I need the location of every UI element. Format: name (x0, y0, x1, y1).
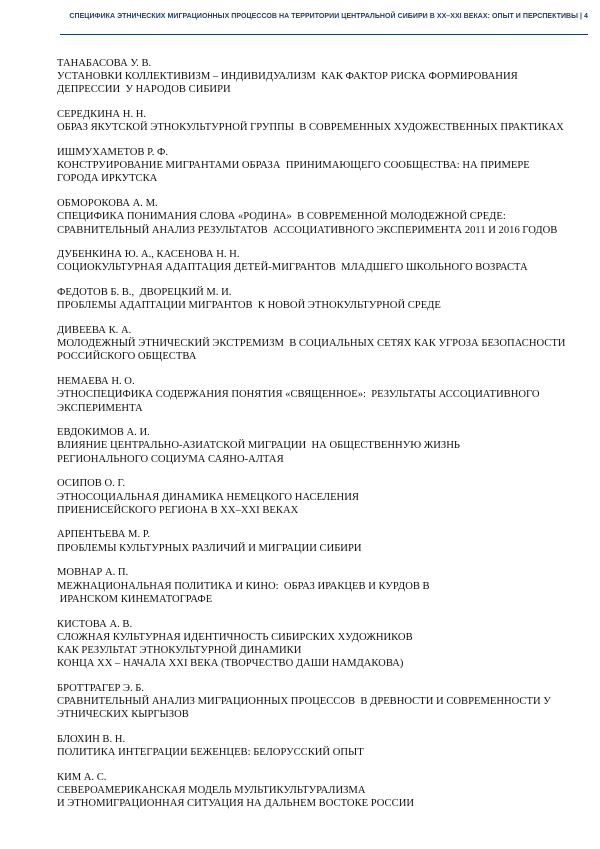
entry-author: БРОТТРАГЕР Э. Б. (57, 682, 145, 694)
header-title: СПЕЦИФИКА ЭТНИЧЕСКИХ МИГРАЦИОННЫХ ПРОЦЕССОВ НА ТЕРРИТОРИИ ЦЕНТРАЛЬНОЙ СИБИРИ В XX–XXI ВЕКАХ: ОПЫТ И ПЕРСПЕКТИВЫ | 4 (69, 13, 588, 20)
entry-title-line: ИРАНСКОМ КИНЕМАТОГРАФЕ (57, 593, 213, 605)
entry-title-line: ДЕПРЕССИИ У НАРОДОВ СИБИРИ (57, 84, 231, 96)
entry-author: ТАНАБАСОВА У. В. (57, 58, 152, 69)
entry-author: ОБМОРОКОВА А. М. (57, 198, 158, 210)
toc-entry (57, 286, 560, 312)
entry-author: НЕМАЕВА Н. О. (57, 376, 135, 388)
toc-entry (57, 733, 560, 759)
toc-entry (57, 426, 560, 466)
entry-author: БЛОХИН В. Н. (57, 733, 126, 745)
entry-title-line: ЭТНИЧЕСКИХ КЫРГЫЗОВ (57, 709, 189, 721)
entry-title-line: МЕЖНАЦИОНАЛЬНАЯ ПОЛИТИКА И КИНО: ОБРАЗ ИРАКЦЕВ И КУРДОВ В (57, 580, 430, 592)
entry-author: ОСИПОВ О. Г. (57, 478, 126, 490)
entry-title-line: УСТАНОВКИ КОЛЛЕКТИВИЗМ – ИНДИВИДУАЛИЗМ КАК ФАКТОР РИСКА ФОРМИРОВАНИЯ (57, 71, 518, 83)
entry-author: АРПЕНТЬЕВА М. Р. (57, 529, 150, 541)
toc-entry (57, 108, 564, 134)
entry-title-line: КОНЦА XX – НАЧАЛА XXI ВЕКА (ТВОРЧЕСТВО ДАШИ НАМДАКОВА) (57, 658, 404, 670)
entry-author: ЕВДОКИМОВ А. И. (57, 427, 150, 439)
entry-title-line: ПОЛИТИКА ИНТЕГРАЦИИ БЕЖЕНЦЕВ: БЕЛОРУССКИЙ ОПЫТ (57, 747, 364, 759)
entry-title-line: ПРОБЛЕМЫ АДАПТАЦИИ МИГРАНТОВ К НОВОЙ ЭТНОКУЛЬТУРНОЙ СРЕДЕ (57, 300, 441, 312)
entry-title-line: ВЛИЯНИЕ ЦЕНТРАЛЬНО-АЗИАТСКОЙ МИГРАЦИИ НА ОБЩЕСТВЕННУЮ ЖИЗНЬ (57, 440, 460, 452)
toc-entry (57, 375, 560, 415)
toc-entry (57, 618, 560, 671)
entry-title-line: СОЦИОКУЛЬТУРНАЯ АДАПТАЦИЯ ДЕТЕЙ-МИГРАНТОВ МЛАДШЕГО ШКОЛЬНОГО ВОЗРАСТА (57, 262, 528, 274)
entry-author: СЕРЕДКИНА Н. Н. (57, 109, 147, 121)
toc-entry (57, 566, 560, 606)
entry-author: КИСТОВА А. В. (57, 618, 133, 630)
entry-title-line: КОНСТРУИРОВАНИЕ МИГРАНТАМИ ОБРАЗА ПРИНИМАЮЩЕГО СООБЩЕСТВА: НА ПРИМЕРЕ (57, 160, 530, 172)
entry-author: МОВНАР А. П. (57, 567, 129, 579)
entry-title-line: СРАВНИТЕЛЬНЫЙ АНАЛИЗ РЕЗУЛЬТАТОВ АССОЦИАТИВНОГО ЭКСПЕРИМЕНТА 2011 И 2016 ГОДОВ (57, 224, 558, 236)
table-of-contents (57, 57, 566, 822)
toc-entry (57, 248, 560, 274)
entry-title-line: СРАВНИТЕЛЬНЫЙ АНАЛИЗ МИГРАЦИОННЫХ ПРОЦЕССОВ В ДРЕВНОСТИ И СОВРЕМЕННОСТИ У (57, 696, 551, 708)
entry-title-line: ПРИЕНИСЕЙСКОГО РЕГИОНА В XX–XXI ВЕКАХ (57, 504, 299, 516)
toc-entry (57, 682, 560, 722)
entry-title-line: МОЛОДЕЖНЫЙ ЭТНИЧЕСКИЙ ЭКСТРЕМИЗМ В СОЦИАЛЬНЫХ СЕТЯХ КАК УГРОЗА БЕЗОПАСНОСТИ (57, 338, 566, 350)
entry-title-line: РОССИЙСКОГО ОБЩЕСТВА (57, 351, 197, 363)
entry-author: ФЕДОТОВ Б. В., ДВОРЕЦКИЙ М. И. (57, 287, 232, 299)
running-header (60, 12, 588, 35)
entry-title-line: ОБРАЗ ЯКУТСКОЙ ЭТНОКУЛЬТУРНОЙ ГРУППЫ В СОВРЕМЕННЫХ ХУДОЖЕСТВЕННЫХ ПРАКТИКАХ (57, 122, 564, 134)
entry-title-line: ЭТНОСОЦИАЛЬНАЯ ДИНАМИКА НЕМЕЦКОГО НАСЕЛЕНИЯ (57, 491, 359, 503)
entry-title-line: СПЕЦИФИКА ПОНИМАНИЯ СЛОВА «РОДИНА» В СОВРЕМЕННОЙ МОЛОДЕЖНОЙ СРЕДЕ: (57, 211, 506, 223)
toc-entry (57, 197, 560, 237)
toc-entry (57, 324, 566, 364)
entry-author: КИМ А. С. (57, 771, 107, 783)
entry-author: ДУБЕНКИНА Ю. А., КАСЕНОВА Н. Н. (57, 249, 240, 261)
toc-entry (57, 477, 560, 517)
entry-author: ИШМУХАМЕТОВ Р. Ф. (57, 147, 169, 159)
entry-title-line: ГОРОДА ИРКУТСКА (57, 173, 158, 185)
entry-title-line: КАК РЕЗУЛЬТАТ ЭТНОКУЛЬТУРНОЙ ДИНАМИКИ (57, 644, 302, 656)
entry-title-line: ЭКСПЕРИМЕНТА (57, 402, 143, 414)
toc-entry (57, 57, 560, 97)
toc-entry (57, 771, 560, 811)
entry-author: ДИВЕЕВА К. А. (57, 325, 132, 337)
entry-title-line: ЭТНОСПЕЦИФИКА СОДЕРЖАНИЯ ПОНЯТИЯ «СВЯЩЕННОЕ»: РЕЗУЛЬТАТЫ АССОЦИАТИВНОГО (57, 389, 540, 401)
entry-title-line: И ЭТНОМИГРАЦИОННАЯ СИТУАЦИЯ НА ДАЛЬНЕМ ВОСТОКЕ РОССИИ (57, 798, 414, 810)
entry-title-line: РЕГИОНАЛЬНОГО СОЦИУМА САЯНО-АЛТАЯ (57, 453, 284, 465)
toc-entry (57, 146, 560, 186)
entry-title-line: СЛОЖНАЯ КУЛЬТУРНАЯ ИДЕНТИЧНОСТЬ СИБИРСКИХ ХУДОЖНИКОВ (57, 631, 413, 643)
entry-title-line: ПРОБЛЕМЫ КУЛЬТУРНЫХ РАЗЛИЧИЙ И МИГРАЦИИ СИБИРИ (57, 542, 362, 554)
entry-title-line: СЕВЕРОАМЕРИКАНСКАЯ МОДЕЛЬ МУЛЬТИКУЛЬТУРАЛИЗМА (57, 785, 366, 797)
toc-entry (57, 528, 560, 554)
